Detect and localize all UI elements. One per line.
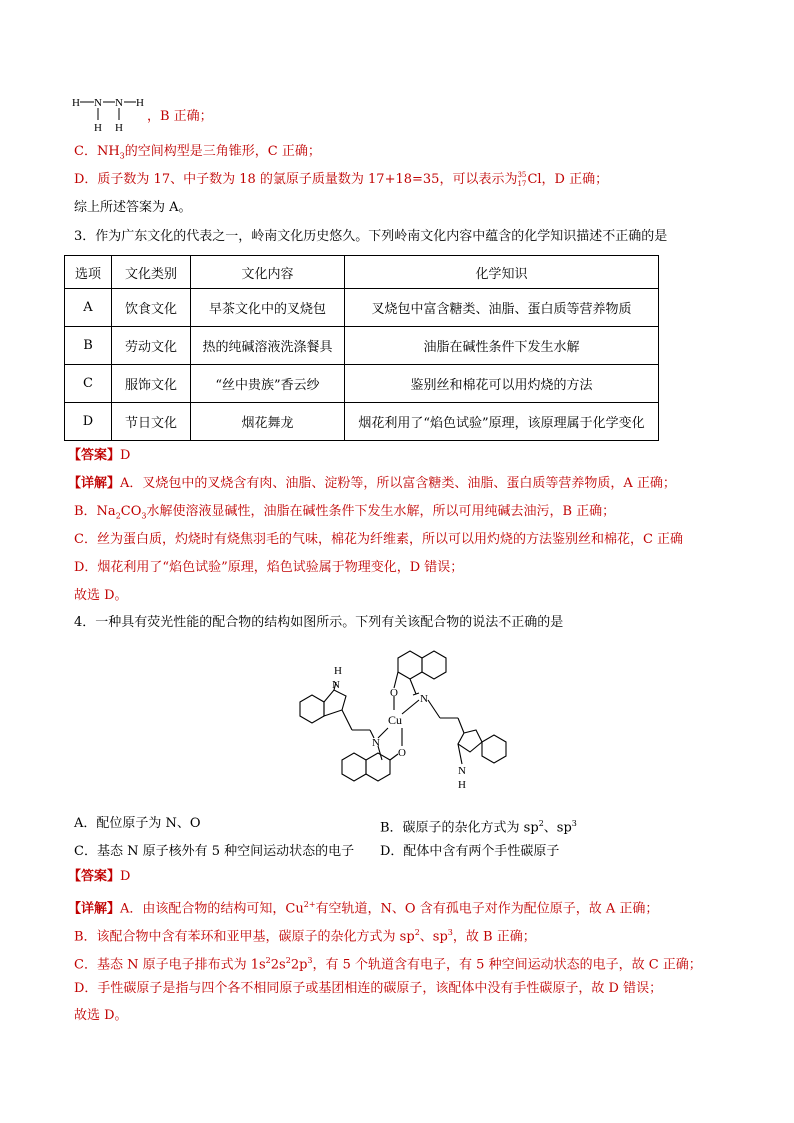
q3-table <box>64 255 659 441</box>
table-cell: 劳动文化 <box>112 327 191 365</box>
table-header: 化学知识 <box>345 256 659 289</box>
table-cell: D <box>65 403 112 441</box>
q4-answer: 【答案】D <box>68 869 131 884</box>
table-cell: 早茶文化中的叉烧包 <box>191 289 345 327</box>
table-row <box>65 327 659 365</box>
atom-h: H <box>136 97 144 109</box>
atom-h: H <box>115 122 123 134</box>
atom-n: N <box>458 765 466 777</box>
table-cell: A <box>65 289 112 327</box>
complex-structure-diagram <box>290 638 530 810</box>
q4-option-c: C．基态 N 原子核外有 5 种空间运动状态的电子 <box>74 844 355 859</box>
table-cell: 服饰文化 <box>112 365 191 403</box>
table-cell: 烟花舞龙 <box>191 403 345 441</box>
q3-conclusion: 故选 D。 <box>74 588 128 603</box>
q4-option-d: D．配体中含有两个手性碳原子 <box>380 844 560 859</box>
table-cell: “丝中贵族”香云纱 <box>191 365 345 403</box>
atom-n: N <box>332 679 340 691</box>
atom-n: N <box>372 737 380 749</box>
table-row <box>65 403 659 441</box>
q4-option-b: B．碳原子的杂化方式为 $sp^2$、$sp^3$ <box>380 819 577 836</box>
atom-h: H <box>72 97 80 109</box>
atom-h: H <box>458 779 466 791</box>
q4-detail-a: 【详解】A．由该配合物的结构可知，$Cu^{2+}$有空轨道，N、O 含有孤电子对作为配位原子，故 A 正确； <box>68 900 659 917</box>
q2-option-d: D．质子数为 17、中子数为 18 的氯原子质量数为 17+18=35，可以表示为 35 17 Cl，D 正确； <box>74 170 609 188</box>
atom-n: N <box>420 693 428 705</box>
table-row <box>65 365 659 403</box>
atom-h: H <box>94 122 102 134</box>
atom-h: H <box>334 665 342 677</box>
atom-n: N <box>115 97 123 109</box>
table-cell: 叉烧包中富含糖类、油脂、蛋白质等营养物质 <box>345 289 659 327</box>
q4-option-a: A．配位原子为 N、O <box>74 816 201 831</box>
table-cell: 热的纯碱溶液洗涤餐具 <box>191 327 345 365</box>
isotope-notation: 35 17 <box>517 170 527 188</box>
q4-detail-d: D．手性碳原子是指与四个各不相同原子或基团相连的碳原子，该配体中没有手性碳原子，故 D 错误； <box>74 981 663 996</box>
q4-stem: 4．一种具有荧光性能的配合物的结构如图所示。下列有关该配合物的说法不正确的是 <box>74 615 564 630</box>
table-cell: 节日文化 <box>112 403 191 441</box>
q3-detail-a: 【详解】A．叉烧包中的叉烧含有肉、油脂、淀粉等，所以富含糖类、油脂、蛋白质等营养物质，A 正确； <box>68 476 676 491</box>
table-cell: 油脂在碱性条件下发生水解 <box>345 327 659 365</box>
hydrazine-structure <box>70 92 150 134</box>
table-cell: 饮食文化 <box>112 289 191 327</box>
atom-cu: Cu <box>388 713 403 727</box>
atom-o: O <box>398 747 406 759</box>
q2-option-c: C．$NH_3$的空间构型是三角锥形，C 正确； <box>74 144 321 161</box>
table-cell: C <box>65 365 112 403</box>
table-header: 选项 <box>65 256 112 289</box>
atom-o: O <box>390 687 398 699</box>
table-cell: 鉴别丝和棉花可以用灼烧的方法 <box>345 365 659 403</box>
q3-detail-d: D．烟花利用了“焰色试验”原理，焰色试验属于物理变化，D 错误； <box>74 560 464 575</box>
table-header: 文化类别 <box>112 256 191 289</box>
q4-detail-c: C．基态 N 原子电子排布式为 $1s^22s^22p^3$，有 5 个轨道含有电子，有 5 种空间运动状态的电子，故 C 正确； <box>74 956 702 973</box>
q3-stem: 3．作为广东文化的代表之一，岭南文化历史悠久。下列岭南文化内容中蕴含的化学知识描述不正确的是 <box>74 229 668 244</box>
q4-conclusion: 故选 D。 <box>74 1008 128 1023</box>
q2-option-b: ，B 正确； <box>147 109 213 124</box>
q3-detail-c: C．丝为蛋白质，灼烧时有烧焦羽毛的气味，棉花为纤维素，所以可以用灼烧的方法鉴别丝和棉花，C 正确 <box>74 532 684 547</box>
q2-summary: 综上所述答案为 A。 <box>74 200 192 215</box>
atom-n: N <box>94 97 102 109</box>
q3-detail-b: B．$Na_2CO_3$水解使溶液显碱性，油脂在碱性条件下发生水解，所以可用纯碱去油污，B 正确； <box>74 504 616 521</box>
table-cell: 烟花利用了“焰色试验”原理，该原理属于化学变化 <box>345 403 659 441</box>
table-header-row <box>65 256 659 289</box>
table-row <box>65 289 659 327</box>
q4-detail-b: B．该配合物中含有苯环和亚甲基，碳原子的杂化方式为 $sp^2$、$sp^3$，故 B 正确； <box>74 928 536 945</box>
table-cell: B <box>65 327 112 365</box>
table-header: 文化内容 <box>191 256 345 289</box>
q3-answer: 【答案】D <box>68 448 131 463</box>
